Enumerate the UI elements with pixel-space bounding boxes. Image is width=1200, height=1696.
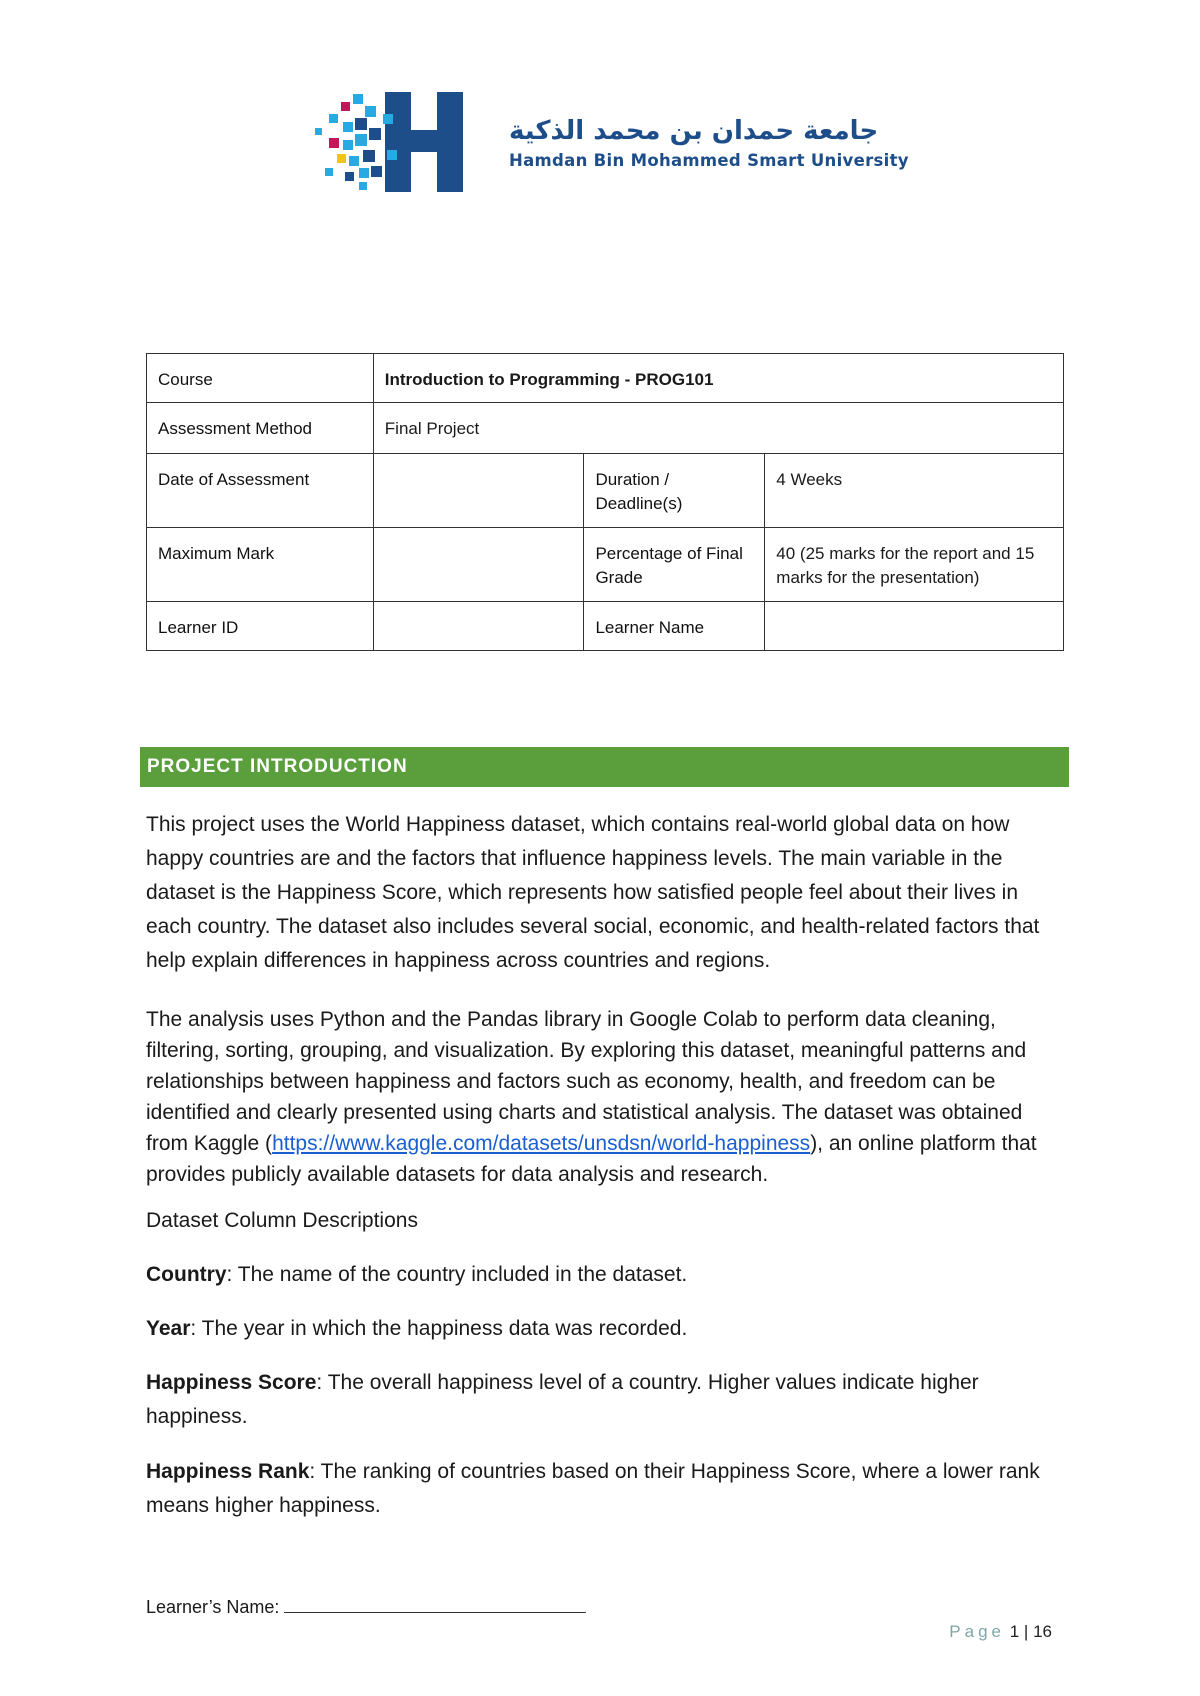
definition-term: Year [146,1317,191,1340]
page-number [949,1622,1052,1642]
table-row [147,528,1064,602]
paragraph-2-text-end: ), an online platform that provides publicly available datasets for data analysis and research. [146,1132,1037,1186]
table-row [147,454,1064,528]
university-logo [315,92,909,192]
section-heading: PROJECT INTRODUCTION [140,747,1069,787]
page-total: 16 [1033,1622,1052,1641]
learner-id-label: Learner ID [147,602,374,651]
kaggle-dataset-link[interactable]: https://www.kaggle.com/datasets/unsdsn/world-happiness [272,1132,811,1155]
course-label: Course [147,354,374,403]
date-of-assessment-label: Date of Assessment [147,454,374,528]
definition-year [146,1312,1066,1346]
duration-value: 4 Weeks [765,454,1064,528]
percentage-value: 40 (25 marks for the report and 15 marks for the presentation) [765,528,1064,602]
table-row [147,354,1064,403]
footer-learner-name [146,1596,586,1618]
page-current: 1 [1009,1622,1020,1641]
learner-name-label: Learner Name [584,602,765,651]
logo-english-name: Hamdan Bin Mohammed Smart University [509,150,909,170]
definition-term: Happiness Rank [146,1460,310,1483]
page-word: Page [949,1622,1005,1641]
page-separator: | [1023,1622,1029,1641]
table-row [147,602,1064,651]
learner-id-value[interactable] [373,602,584,651]
columns-heading: Dataset Column Descriptions [146,1209,418,1232]
assessment-method-value: Final Project [373,403,1063,454]
learner-name-blank-line[interactable] [284,1596,586,1613]
definition-term: Happiness Score [146,1371,317,1394]
definition-happiness-score [146,1366,1066,1434]
footer-learner-name-label: Learner’s Name: [146,1597,280,1617]
definition-happiness-rank [146,1455,1066,1523]
date-of-assessment-value[interactable] [373,454,584,528]
intro-paragraph-1: This project uses the World Happiness dataset, which contains real-world global data on how happy countries are and the factors that influence happiness levels. The main variable in the dataset is the Happiness Score, which represents how satisfied people feel about their lives in each country. The dataset also includes several social, economic, and health-related factors that help explain differences in happiness across countries and regions. [146,813,1040,972]
definition-text: : The name of the country included in the dataset. [226,1263,688,1286]
definition-text: : The ranking of countries based on their Happiness Score, where a lower rank means higher happiness. [146,1460,1040,1517]
table-row [147,403,1064,454]
definition-text: : The overall happiness level of a country. Higher values indicate higher happiness. [146,1371,979,1428]
assessment-info-table [146,353,1064,651]
intro-paragraph-2 [146,1004,1066,1190]
pixel-h-logo-icon [315,92,489,192]
definition-text: : The year in which the happiness data was recorded. [190,1317,688,1340]
definition-country [146,1258,1066,1292]
maximum-mark-value[interactable] [373,528,584,602]
duration-label: Duration / Deadline(s) [584,454,765,528]
logo-arabic-name: جامعة حمدان بن محمد الذكية [509,115,879,146]
learner-name-value[interactable] [765,602,1064,651]
paragraph-2-text-start: The analysis uses Python and the Pandas library in Google Colab to perform data cleaning, filtering, sorting, grouping, and visualization. By exploring this dataset, meaningful patterns and relationships between happiness and factors such as economy, health, and freedom can be identified and clearly presented using charts and statistical analysis. The dataset was obtained from Kaggle ( [146,1008,1027,1155]
assessment-method-label: Assessment Method [147,403,374,454]
definition-term: Country [146,1263,227,1286]
percentage-label: Percentage of Final Grade [584,528,765,602]
course-value: Introduction to Programming - PROG101 [373,354,1063,403]
maximum-mark-label: Maximum Mark [147,528,374,602]
